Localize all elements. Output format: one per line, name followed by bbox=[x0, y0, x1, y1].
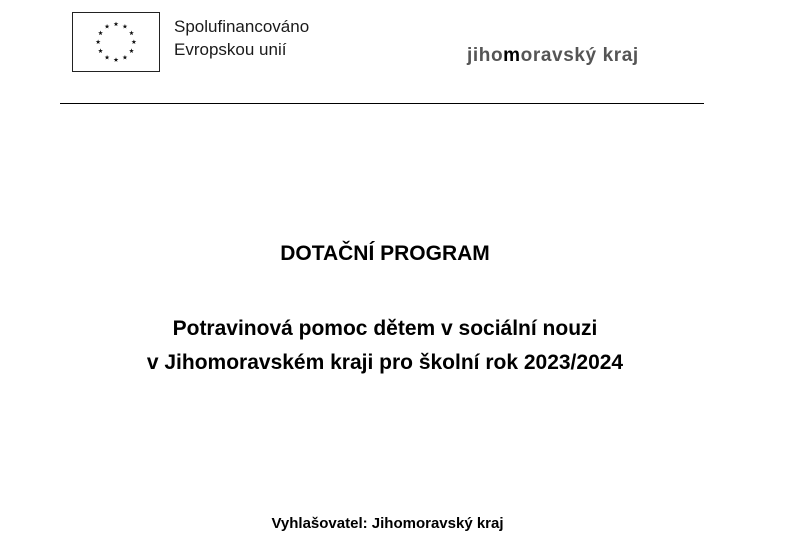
region-logo-highlight: m bbox=[503, 45, 521, 66]
eu-star-icon bbox=[98, 31, 103, 36]
document-title bbox=[0, 312, 770, 380]
eu-star-icon bbox=[98, 48, 103, 53]
eu-star-icon bbox=[131, 39, 136, 44]
announcer-line: Vyhlašovatel: Jihomoravský kraj bbox=[271, 515, 504, 532]
eu-cofinanced-label bbox=[174, 15, 309, 61]
region-logo-suffix: oravský kraj bbox=[520, 45, 639, 66]
region-logo-prefix: jiho bbox=[467, 45, 504, 66]
region-logo bbox=[467, 45, 639, 67]
eu-stars-circle bbox=[73, 13, 159, 71]
eu-star-icon bbox=[129, 48, 134, 53]
header-divider bbox=[60, 103, 704, 104]
document-title-line1: Potravinová pomoc dětem v sociální nouzi bbox=[172, 317, 598, 340]
eu-cofinanced-line1: Spolufinancováno bbox=[174, 17, 310, 36]
eu-star-icon bbox=[114, 57, 119, 62]
eu-cofinanced-line2: Evropskou unií bbox=[174, 40, 287, 59]
eu-star-icon bbox=[114, 22, 119, 27]
eu-star-icon bbox=[96, 39, 101, 44]
eu-star-icon bbox=[123, 24, 128, 29]
eu-star-icon bbox=[105, 24, 110, 29]
eu-star-icon bbox=[129, 31, 134, 36]
eu-star-icon bbox=[105, 55, 110, 60]
document-type-heading: DOTAČNÍ PROGRAM bbox=[280, 242, 490, 265]
document-title-line2: v Jihomoravském kraji pro školní rok 2023/2024 bbox=[146, 351, 624, 374]
eu-flag-icon bbox=[72, 12, 160, 72]
eu-star-icon bbox=[123, 55, 128, 60]
